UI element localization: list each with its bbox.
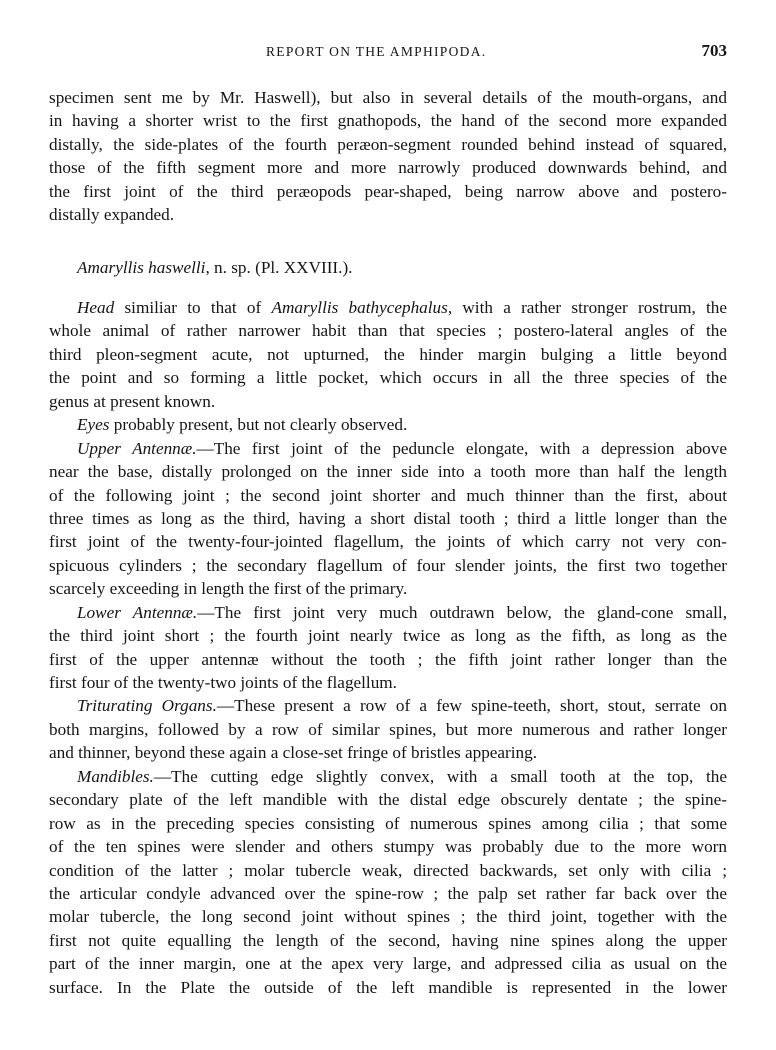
species-heading-suffix: , n. sp. (Pl. XXVIII.).	[205, 258, 353, 277]
text-line: secondary plate of the left mandible with the distal edge obscurely dentate ; the spine-	[49, 790, 727, 810]
text-line: and thinner, beyond these again a close-set fringe of bristles appearing.	[49, 743, 538, 763]
section-label-triturating-organs: Triturating Organs.	[77, 696, 217, 716]
section-label-lower-antennae: Lower Antennæ.	[77, 602, 198, 622]
text-line: third pleon-segment acute, not upturned, the hinder margin bulging a little beyond	[49, 344, 727, 364]
text-line: the articular condyle advanced over the spine-row ; the palp set rather far back over the	[49, 883, 727, 903]
species-reference: Amaryllis bathycephalus	[271, 298, 448, 317]
text-line: the third joint short ; the fourth joint nearly twice as long as the fifth, as long as the	[49, 626, 727, 646]
text-line: first not quite equalling the length of the second, having nine spines along the upper	[49, 930, 727, 950]
text-line: both margins, followed by a row of similar spines, but more numerous and rather longer	[49, 719, 727, 739]
text-line: distally expanded.	[49, 205, 175, 225]
text-line: specimen sent me by Mr. Haswell), but also in several details of the mouth-organs, and	[49, 88, 727, 107]
text-line: first four of the twenty-two joints of the flagellum.	[49, 673, 397, 692]
intro-paragraph	[49, 86, 727, 227]
species-heading	[77, 258, 352, 278]
text-line: spicuous cylinders ; the secondary flagellum of four slender joints, the first two together	[49, 555, 727, 575]
section-label-mandibles: Mandibles.	[77, 766, 154, 786]
text-line: the first joint of the third peræopods pear-shaped, being narrow above and postero-	[49, 181, 727, 201]
page-number: 703	[701, 41, 727, 60]
running-title: REPORT ON THE AMPHIPODA.	[266, 44, 487, 59]
text-line: near the base, distally prolonged on the inner side into a tooth more than half the length	[49, 462, 727, 482]
mandibles-first-line: Mandibles.—The cutting edge slightly convex, with a small tooth at the top, the	[77, 766, 727, 786]
description-body	[49, 296, 727, 999]
section-label-eyes: Eyes	[77, 415, 110, 435]
text-line: in having a shorter wrist to the first gnathopods, the hand of the second more expanded	[49, 111, 727, 131]
section-label-head: Head	[77, 298, 115, 317]
text-line: part of the inner margin, one at the apex very large, and adpressed cilia as usual on the	[49, 954, 727, 974]
species-name: Amaryllis haswelli	[77, 258, 206, 277]
text-line: scarcely exceeding in length the first of the primary.	[49, 579, 408, 599]
text-line: first of the upper antennæ without the tooth ; the fifth joint rather longer than the	[49, 649, 727, 669]
text-line: of the ten spines were slender and others stumpy was probably due to the more worn	[49, 837, 727, 857]
text-line: first joint of the twenty-four-jointed flagellum, the joints of which carry not very con-	[49, 532, 727, 552]
running-head	[0, 41, 776, 68]
text-line: whole animal of rather narrower habit than that species ; postero-lateral angles of the	[49, 321, 727, 341]
section-label-upper-antennae: Upper Antennæ.	[77, 438, 197, 458]
text-line: surface. In the Plate the outside of the left mandible is represented in the lower	[49, 977, 727, 997]
text-line: the point and so forming a little pocket, which occurs in all the three species of the	[49, 368, 727, 388]
triturating-organs-first-line: Triturating Organs.—These present a row of a few spine-teeth, short, stout, serrate on	[77, 696, 727, 716]
lower-antennae-first-line: Lower Antennæ.—The first joint very much outdrawn below, the gland-cone small,	[77, 602, 727, 622]
upper-antennae-first-line: Upper Antennæ.—The first joint of the peduncle elongate, with a depression above	[77, 438, 727, 458]
text-line: condition of the latter ; molar tubercle weak, directed backwards, set only with cilia ;	[49, 860, 727, 880]
text-line: row as in the preceding species consisting of numerous spines among cilia ; that some	[49, 813, 727, 833]
text-line: genus at present known.	[49, 391, 216, 411]
head-paragraph-first-line: Head similiar to that of Amaryllis bathycephalus, with a rather stronger rostrum, the	[77, 298, 727, 317]
text-line: three times as long as the third, having a short distal tooth ; third a little longer than the	[49, 508, 727, 528]
text-line: those of the fifth segment more and more narrowly produced downwards behind, and	[49, 158, 727, 178]
text-line: distally, the side-plates of the fourth peræon-segment rounded behind instead of squared,	[49, 134, 727, 154]
text-line: molar tubercle, the long second joint without spines ; the third joint, together with the	[49, 907, 727, 927]
text-line: of the following joint ; the second joint shorter and much thinner than the first, about	[49, 485, 727, 505]
eyes-paragraph: Eyes probably present, but not clearly observed.	[77, 415, 408, 435]
